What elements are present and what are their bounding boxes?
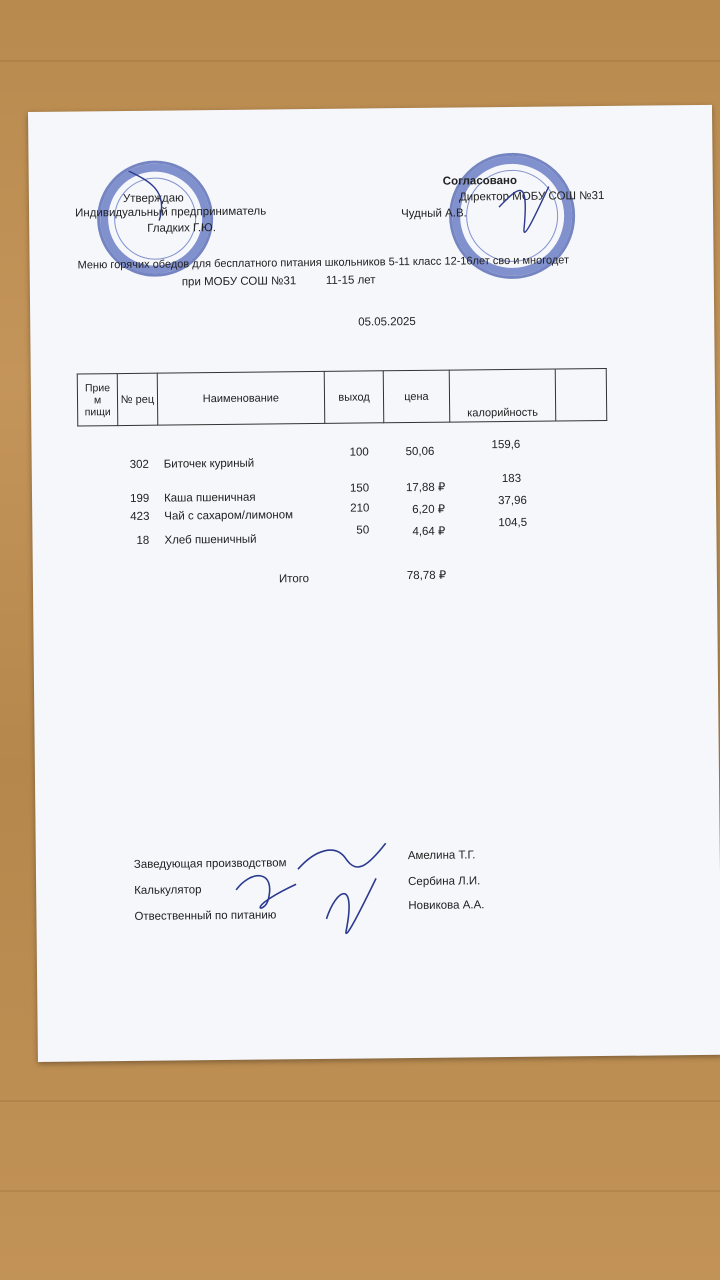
header-recipe: № рец xyxy=(117,373,157,425)
row-4-yield: 50 xyxy=(356,524,370,537)
agreed-name: Чудный А.В. xyxy=(401,207,467,221)
school-label: при МОБУ СОШ №31 xyxy=(181,275,297,289)
row-1-price: 50,06 xyxy=(405,445,435,459)
row-3-name: Чай с сахаром/лимоном xyxy=(164,509,294,523)
row-4-name: Хлеб пшеничный xyxy=(164,533,257,547)
header-meal: Прие м пищи xyxy=(77,374,118,426)
name-nutrition: Новикова А.А. xyxy=(408,899,485,913)
menu-date: 05.05.2025 xyxy=(358,315,416,329)
header-name: Наименование xyxy=(157,371,325,425)
row-3-calories: 37,96 xyxy=(498,494,527,508)
role-nutrition: Отвественный по питанию xyxy=(134,909,277,923)
row-3-price: 6,20 ₽ xyxy=(412,503,446,516)
menu-title: Меню горячих обедов для бесплатного питания школьников 5-11 класс 12-16лет сво и многодет xyxy=(77,254,570,272)
name-calculator: Сербина Л.И. xyxy=(408,875,481,889)
total-value: 78,78 ₽ xyxy=(406,569,447,583)
row-2-name: Каша пшеничная xyxy=(163,491,256,505)
approver-position: Индивидуальный предприниматель xyxy=(75,205,267,220)
age-label: 11-15 лет xyxy=(325,274,376,287)
name-production-head: Амелина Т.Г. xyxy=(407,849,476,863)
menu-table-header xyxy=(77,368,608,427)
row-2-recipe: 199 xyxy=(129,492,150,505)
header-calories: калорийность xyxy=(449,369,556,422)
row-2-price: 17,88 ₽ xyxy=(405,481,446,495)
row-1-name: Биточек куриный xyxy=(163,457,255,471)
row-2-calories: 183 xyxy=(501,472,522,486)
approver-name: Гладких Г.Ю. xyxy=(147,222,216,235)
menu-document xyxy=(28,105,720,1062)
row-2-yield: 150 xyxy=(349,482,370,495)
row-4-recipe: 18 xyxy=(136,534,150,547)
header-yield: выход xyxy=(324,371,384,424)
total-label: Итого xyxy=(278,573,310,586)
agreed-label: Согласовано xyxy=(442,174,518,188)
role-calculator: Калькулятор xyxy=(134,884,202,897)
row-4-price: 4,64 ₽ xyxy=(412,525,446,538)
row-3-recipe: 423 xyxy=(130,510,150,523)
row-1-recipe: 302 xyxy=(129,458,149,471)
row-1-yield: 100 xyxy=(349,446,369,459)
row-3-yield: 210 xyxy=(350,502,370,515)
header-price: цена xyxy=(383,370,449,423)
header-empty xyxy=(555,368,606,421)
role-production-head: Заведующая производством xyxy=(133,857,287,871)
approve-label: Утверждаю xyxy=(122,192,184,206)
row-4-calories: 104,5 xyxy=(498,516,528,530)
row-1-calories: 159,6 xyxy=(491,438,521,452)
agreed-position: Директор МОБУ СОШ №31 xyxy=(458,189,605,204)
